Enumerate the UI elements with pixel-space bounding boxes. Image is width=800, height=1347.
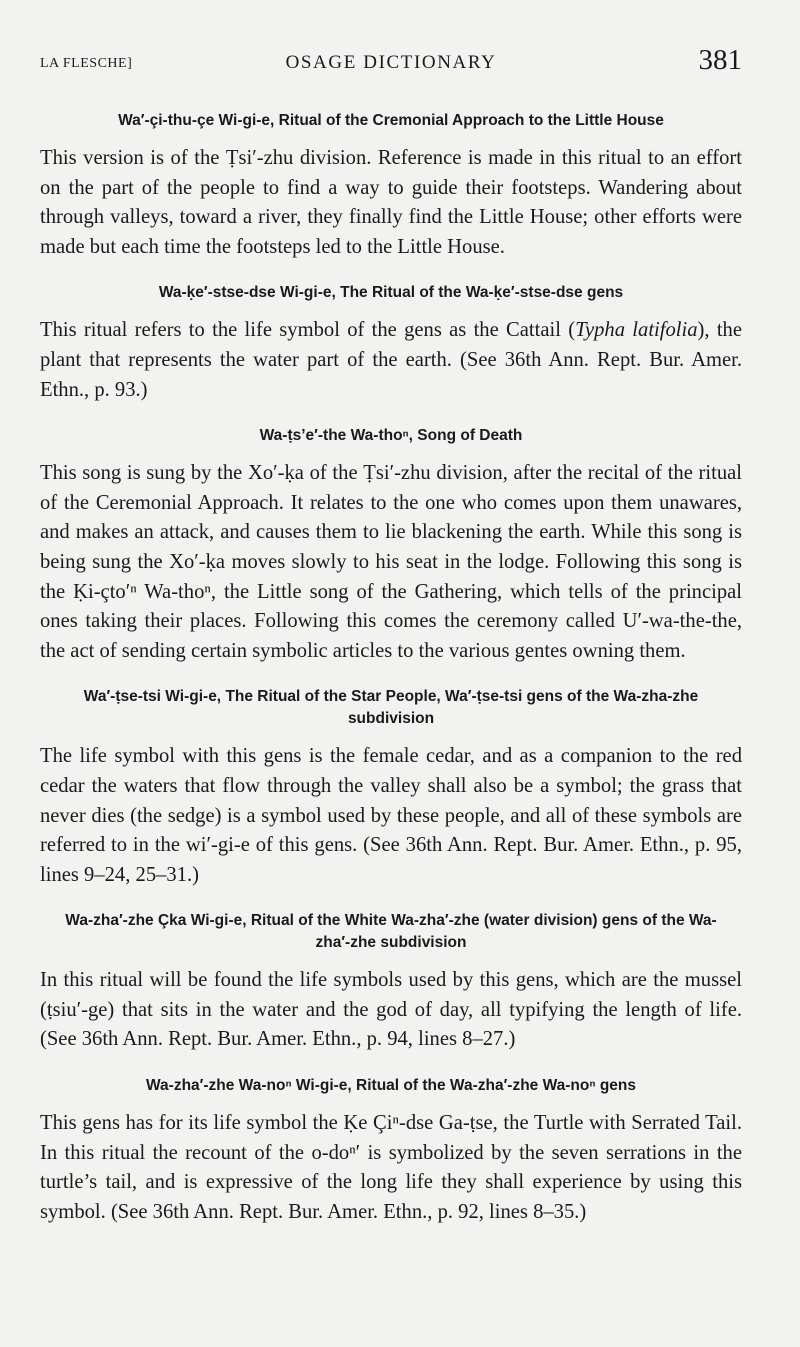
section-heading bbox=[48, 110, 734, 132]
section-body: The life symbol with this gens is the female cedar, and as a companion to the red cedar the waters that flow through the valley shall also be a symbol; the grass that never dies (the sedge) is a symbol used by these people, and all of these symbols are referred to in the wi′-gi-e of this gens. (See 36th Ann. Rept. Bur. Amer. Ethn., p. 95, lines 9–24, 25–31.) bbox=[40, 745, 742, 886]
section-heading-desc: Ritual of the Cremonial Approach to the Little House bbox=[278, 112, 664, 129]
section-5 bbox=[40, 910, 742, 1055]
section-heading bbox=[48, 1075, 734, 1097]
section-heading-desc: Song of Death bbox=[417, 427, 523, 445]
section-1 bbox=[40, 110, 742, 262]
section-heading bbox=[48, 686, 734, 730]
section-heading-name: Wa-ṭs’e′-the Wa-thoⁿ, bbox=[259, 427, 413, 445]
running-head bbox=[40, 0, 742, 110]
section-heading-desc: The Ritual of the Star People, Wa′-ṭse-tsi gens of the Wa-zha-zhe subdivision bbox=[225, 688, 699, 728]
section-body: In this ritual will be found the life symbols used by this gens, which are the mussel (ṭsiu′-ge) that sits in the water and the god of day, all typifying the length of life. (See 36th Ann. Rept. Bur. Amer. Ethn., p. 94, lines 8–27.) bbox=[40, 969, 742, 1051]
running-head-title: OSAGE DICTIONARY bbox=[285, 52, 497, 73]
section-body bbox=[40, 316, 742, 405]
section-heading-desc: Ritual of the White Wa-zha′-zhe (water division) gens of the Wa-zha′-zhe subdivision bbox=[250, 912, 717, 952]
section-heading-name: Wa′-ṭse-tsi Wi-gi-e, bbox=[83, 688, 222, 706]
running-head-author: LA FLESCHE] bbox=[40, 56, 133, 71]
section-body-italic: Typha latifolia bbox=[575, 319, 698, 342]
section-body: This version is of the Ṭsi′-zhu division. Reference is made in this ritual to an effort on the part of the people to find a way to guide their footsteps. Wandering about through valleys, toward a river, they finally find the Little House; other efforts were made but each time the footsteps led to the Little House. bbox=[40, 147, 742, 258]
section-heading bbox=[48, 282, 734, 304]
section-4 bbox=[40, 686, 742, 890]
section-6 bbox=[40, 1075, 742, 1227]
section-heading bbox=[48, 910, 734, 954]
section-3 bbox=[40, 425, 742, 666]
section-heading bbox=[48, 425, 734, 447]
page-number: 381 bbox=[698, 44, 742, 76]
section-heading-desc: The Ritual of the Wa-ḳe′-stse-dse gens bbox=[340, 284, 624, 302]
section-heading-name: Wa-zha′-zhe Çka Wi-gi-e, bbox=[65, 912, 247, 930]
section-body: This gens has for its life symbol the Ḳe Çiⁿ-dse Ga-ṭse, the Turtle with Serrated Tail. In this ritual the recount of the o-doⁿ′ is symbolized by the seven serrations in the turtle’s tail, and is expressive of the long life they shall experience by using this symbol. (See 36th Ann. Rept. Bur. Amer. Ethn., p. 92, lines 8–35.) bbox=[40, 1112, 742, 1223]
section-heading-desc: Ritual of the Wa-zha′-zhe Wa-noⁿ gens bbox=[356, 1077, 636, 1095]
section-body-pre: This ritual refers to the life symbol of the gens as the Cattail ( bbox=[40, 319, 576, 342]
section-heading-name: Wa-ḳe′-stse-dse Wi-gi-e, bbox=[158, 284, 336, 302]
section-heading-name: Wa-zha′-zhe Wa-noⁿ Wi-gi-e, bbox=[145, 1077, 352, 1095]
section-body: This song is sung by the Xo′-ḳa of the Ṭsi′-zhu division, after the recital of the ritual of the Ceremonial Approach. It relates to the one who comes upon them unawares, and makes an attack, and causes them to lie blackening the earth. While this song is being sung the Xo′-ḳa moves slowly to his seat in the lodge. Following this song is the Ḳi-çto′ⁿ Wa-thoⁿ, the Little song of the Gathering, which tells of the principal ones taking their places. Following this comes the ceremony called U′-wa-the-the, the act of sending certain symbolic articles to the various gentes owning them. bbox=[40, 462, 742, 662]
section-body-post: ), the plant that represents the water part of the earth. (See 36th Ann. Rept. Bur. Amer. Ethn., p. 93.) bbox=[40, 319, 742, 401]
section-heading-name: Wa′-çi-thu-çe Wi-gi-e, bbox=[118, 112, 275, 129]
section-2 bbox=[40, 282, 742, 405]
